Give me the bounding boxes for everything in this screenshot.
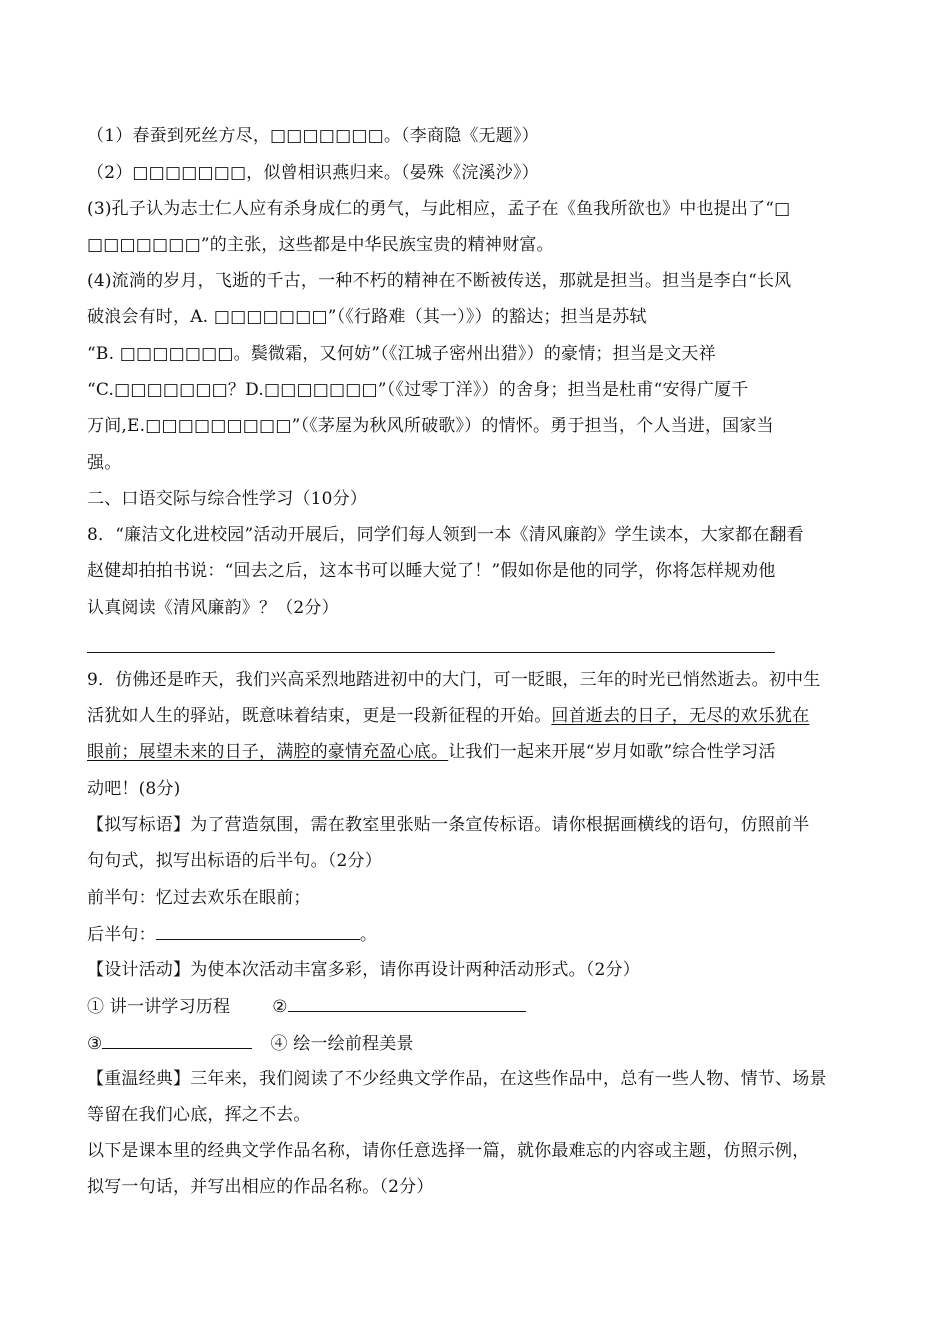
slogan-period: 。 bbox=[359, 925, 378, 945]
question-9-line2 bbox=[87, 703, 867, 729]
question-8-line2: 赵健却拍拍书说：“回去之后，这本书可以睡大觉了！”假如你是他的同学，你将怎样规劝他 bbox=[87, 561, 776, 581]
slogan-second-label: 后半句： bbox=[87, 925, 156, 945]
question-7-3-line2: □□□□□□□”的主张，这些都是中华民族宝贵的精神财富。 bbox=[87, 235, 554, 255]
question-7-3-line1: (3)孔子认为志士仁人应有杀身成仁的勇气，与此相应，孟子在《鱼我所欲也》中也提出了“□ bbox=[87, 199, 791, 219]
design-option-3: ③ bbox=[87, 1034, 103, 1054]
question-9-line4: 动吧！(8分) bbox=[87, 779, 181, 799]
slogan-first-half: 前半句：忆过去欢乐在眼前； bbox=[87, 888, 311, 908]
design-option-4: ④ 绘一绘前程美景 bbox=[270, 1034, 414, 1054]
design-option-2: ② bbox=[272, 997, 288, 1017]
question-7-4-line2: 破浪会有时，A. □□□□□□□”（《行路难（其一）》）的豁达；担当是苏轼 bbox=[87, 307, 647, 327]
design-prompt: 【设计活动】为使本次活动丰富多彩，请你再设计两种活动形式。（2分） bbox=[87, 960, 640, 980]
underlined-sentence-end: 眼前；展望未来的日子，满腔的豪情充盈心底。 bbox=[87, 742, 449, 762]
question-7-4-line1: (4)流淌的岁月，飞逝的千古，一种不朽的精神在不断被传送，那就是担当。担当是李白“长风 bbox=[87, 271, 792, 291]
design-option-2-blank[interactable] bbox=[288, 993, 526, 1012]
question-8-line1: 8．“廉洁文化进校园”活动开展后，同学们每人领到一本《清风廉韵》学生读本，大家都在翻看 bbox=[87, 525, 804, 545]
question-7-1: （1）春蚕到死丝方尽，□□□□□□□。（李商隐《无题》） bbox=[87, 126, 539, 146]
design-option-3-blank[interactable] bbox=[102, 1030, 252, 1049]
classic-prompt-line1: 【重温经典】三年来，我们阅读了不少经典文学作品，在这些作品中，总有一些人物、情节、场景 bbox=[87, 1069, 827, 1089]
underlined-sentence: 回首逝去的日子，无尽的欢乐犹在 bbox=[551, 706, 810, 726]
classic-prompt-line4: 拟写一句话，并写出相应的作品名称。（2分） bbox=[87, 1177, 434, 1197]
question-7-4-line5: 万间,E.□□□□□□□□□”（《茅屋为秋风所破歌》）的情怀。勇于担当，个人当进，国家当 bbox=[87, 416, 774, 436]
question-7-4-line3: “B. □□□□□□□。鬓微霜，又何妨”（《江城子密州出猎》）的豪情；担当是文天祥 bbox=[87, 344, 716, 364]
question-9-line3 bbox=[87, 739, 867, 765]
classic-prompt-line3: 以下是课本里的经典文学作品名称，请你任意选择一篇，就你最难忘的内容或主题，仿照示例， bbox=[87, 1141, 810, 1161]
section-heading: 二、口语交际与综合性学习（10分） bbox=[87, 489, 368, 509]
question-7-2: （2）□□□□□□□，似曾相识燕归来。（晏殊《浣溪沙》） bbox=[87, 163, 539, 183]
slogan-answer-blank[interactable] bbox=[156, 921, 360, 940]
design-option-1: ① 讲一讲学习历程 bbox=[87, 997, 231, 1017]
question-9-text-cont: 让我们一起来开展“岁月如歌”综合性学习活 bbox=[448, 742, 776, 762]
design-options-row1 bbox=[87, 993, 867, 1020]
slogan-prompt-line1: 【拟写标语】为了营造氛围，需在教室里张贴一条宣传标语。请你根据画横线的语句，仿照前半 bbox=[87, 815, 810, 835]
slogan-second-half bbox=[87, 921, 867, 948]
question-9-text: 活犹如人生的驿站，既意味着结束，更是一段新征程的开始。 bbox=[87, 706, 552, 726]
slogan-prompt-line2: 句句式，拟写出标语的后半句。（2分） bbox=[87, 851, 382, 871]
question-8-line3: 认真阅读《清风廉韵》？（2分） bbox=[87, 598, 339, 618]
question-7-4-line6: 强。 bbox=[87, 453, 122, 473]
answer-line-q8[interactable] bbox=[87, 652, 775, 653]
question-9-line1: 9．仿佛还是昨天，我们兴高采烈地踏进初中的大门，可一眨眼，三年的时光已悄然逝去。初中生 bbox=[87, 670, 821, 690]
question-7-4-line4: “C.□□□□□□□？D.□□□□□□□”（《过零丁洋》）的舍身；担当是杜甫“安得广厦千 bbox=[87, 380, 749, 400]
classic-prompt-line2: 等留在我们心底，挥之不去。 bbox=[87, 1105, 311, 1125]
design-options-row2 bbox=[87, 1030, 867, 1057]
